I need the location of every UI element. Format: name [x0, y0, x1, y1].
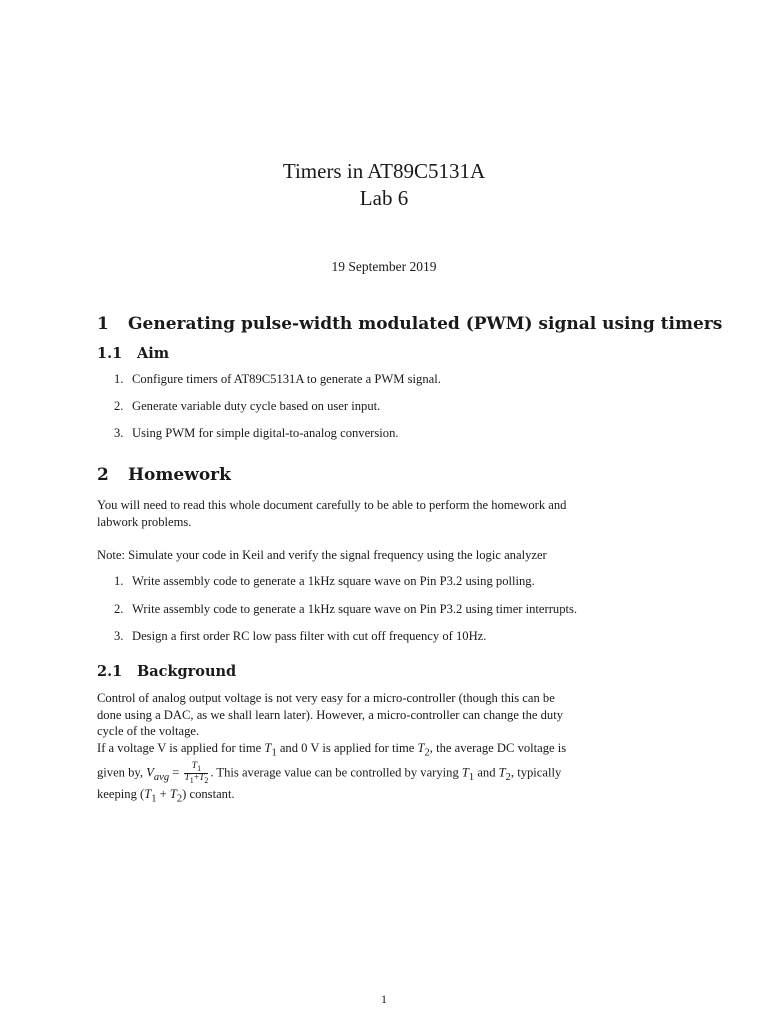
paragraph-line: You will need to read this whole document carefully to be able to perform the homework and: [97, 498, 567, 512]
list-text: Write assembly code to generate a 1kHz square wave on Pin P3.2 using timer interrupts.: [132, 602, 578, 616]
section-title: Generating pulse-width modulated (PWM) signal using timers: [128, 314, 723, 334]
list-text: Design a first order RC low pass filter with cut off frequency of 10Hz.: [132, 629, 487, 643]
section-2-heading: [97, 465, 231, 485]
list-text: Write assembly code to generate a 1kHz square wave on Pin P3.2 using polling.: [132, 574, 535, 588]
subsection-title: Background: [137, 663, 237, 680]
section-title: Homework: [128, 465, 231, 485]
subsection-number: 2.1: [97, 663, 123, 680]
list-item: [114, 426, 399, 441]
list-text: Configure timers of AT89C5131A to generate a PWM signal.: [132, 372, 441, 386]
fraction: $\frac{T_1}{T_1+T_2}$: [184, 760, 209, 785]
paragraph-line: If a voltage V is applied for time $T_1$ and 0 V is applied for time $T_2$, the average DC voltage is: [97, 740, 567, 759]
subsection-number: 1.1: [97, 345, 123, 362]
title-lab: Lab 6: [359, 186, 409, 210]
homework-intro: [97, 497, 672, 530]
list-item: [114, 372, 441, 387]
title-main: Timers in AT89C5131A: [282, 159, 486, 183]
subsection-background-heading: [97, 663, 236, 680]
paragraph-line: Control of analog output voltage is not very easy for a micro-controller (though this can be: [97, 691, 555, 705]
list-text: Generate variable duty cycle based on user input.: [132, 399, 381, 413]
paragraph-line: keeping $(T_1 + T_2)$ constant.: [97, 787, 235, 805]
paragraph-line: Note: Simulate your code in Keil and verify the signal frequency using the logic analyzer: [97, 548, 547, 562]
list-text: Using PWM for simple digital-to-analog conversion.: [132, 426, 399, 440]
homework-note: [97, 547, 672, 564]
page-number: 1: [381, 992, 387, 1006]
list-number: 2.: [114, 602, 124, 616]
list-number: 1.: [114, 574, 124, 588]
list-item: [114, 399, 380, 414]
paragraph-line: given by, $V_{avg}$ = $\frac{T_1}{T_1+T_2}$ . This average value can be controlled by varying $T_1$ and $T_2$, typically: [97, 760, 562, 785]
background-paragraph: [97, 690, 672, 808]
section-number: 1: [97, 314, 109, 334]
list-number: 1.: [114, 372, 124, 386]
list-item: [114, 629, 486, 644]
document-date: 19 September 2019: [331, 259, 437, 274]
document-title: [0, 158, 768, 212]
list-number: 3.: [114, 629, 124, 643]
subsection-title: Aim: [137, 345, 170, 362]
section-number: 2: [97, 465, 109, 485]
list-number: 2.: [114, 399, 124, 413]
section-1-heading: [97, 314, 722, 334]
paragraph-line: labwork problems.: [97, 514, 192, 529]
subsection-aim-heading: [97, 345, 169, 362]
paragraph-line: cycle of the voltage.: [97, 724, 200, 739]
list-item: [114, 574, 535, 589]
list-number: 3.: [114, 426, 124, 440]
list-item: [114, 602, 577, 617]
paragraph-line: done using a DAC, as we shall learn later). However, a micro-controller can change the duty: [97, 707, 563, 722]
